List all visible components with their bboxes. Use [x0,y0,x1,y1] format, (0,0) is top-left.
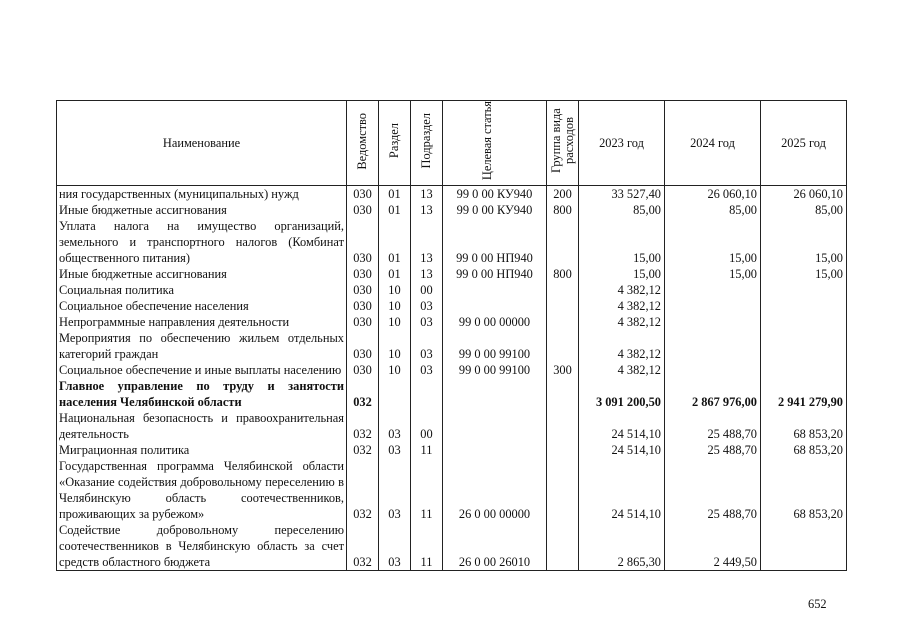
row-2024: 25 488,70 [665,410,761,442]
header-podrazdel-cell [411,101,443,186]
table-row [57,442,847,458]
row-razdel: 10 [379,330,411,362]
row-2025 [761,522,847,571]
row-podrazdel: 03 [411,362,443,378]
table-row [57,202,847,218]
row-gruppa [547,522,579,571]
row-razdel: 03 [379,410,411,442]
row-2023: 4 382,12 [579,314,665,330]
row-2025 [761,282,847,298]
row-2025 [761,330,847,362]
row-2024: 85,00 [665,202,761,218]
row-ved: 030 [347,202,379,218]
row-podrazdel: 00 [411,410,443,442]
row-ved: 030 [347,298,379,314]
row-2024: 26 060,10 [665,186,761,203]
row-gruppa [547,218,579,266]
row-gruppa [547,282,579,298]
header-tselevaya-cell [443,101,547,186]
row-razdel: 01 [379,186,411,203]
row-gruppa [547,410,579,442]
table-row [57,298,847,314]
row-ved: 032 [347,442,379,458]
table-row [57,362,847,378]
row-gruppa: 200 [547,186,579,203]
row-ved: 032 [347,522,379,571]
row-2024: 15,00 [665,266,761,282]
row-tselevaya [443,442,547,458]
row-ved: 030 [347,266,379,282]
row-tselevaya: 99 0 00 00000 [443,314,547,330]
table-row [57,522,847,571]
row-gruppa [547,330,579,362]
row-podrazdel: 13 [411,186,443,203]
row-ved: 032 [347,378,379,410]
row-2025: 15,00 [761,218,847,266]
row-ved: 030 [347,362,379,378]
header-name: Наименование [57,101,347,186]
row-ved: 032 [347,410,379,442]
header-ved: Ведомство [355,112,369,170]
row-2023: 24 514,10 [579,458,665,522]
row-gruppa: 800 [547,266,579,282]
row-gruppa [547,314,579,330]
row-tselevaya: 99 0 00 КУ940 [443,186,547,203]
row-name: Иные бюджетные ассигнования [57,202,347,218]
row-ved: 030 [347,314,379,330]
row-tselevaya: 99 0 00 НП940 [443,266,547,282]
page-number: 652 [808,597,827,611]
row-name: Социальное обеспечение и иные выплаты населению [57,362,347,378]
row-name: Главное управление по труду и занятости населения Челябинской области [57,378,347,410]
row-razdel: 10 [379,362,411,378]
row-razdel: 03 [379,522,411,571]
row-2025 [761,362,847,378]
row-name: Социальное обеспечение населения [57,298,347,314]
row-ved: 030 [347,282,379,298]
header-gruppa-cell [547,101,579,186]
row-tselevaya [443,282,547,298]
row-2023: 15,00 [579,218,665,266]
header-razdel: Раздел [387,123,401,159]
row-name: Социальная политика [57,282,347,298]
row-tselevaya: 99 0 00 99100 [443,330,547,362]
row-name: Содействие добровольному переселению соотечественников в Челябинскую область за счет средств областного бюджета [57,522,347,571]
row-name: ния государственных (муниципальных) нужд [57,186,347,203]
row-2024 [665,362,761,378]
row-razdel [379,378,411,410]
row-2025: 68 853,20 [761,442,847,458]
row-razdel: 01 [379,202,411,218]
row-razdel: 10 [379,314,411,330]
row-2023: 4 382,12 [579,282,665,298]
row-2025: 26 060,10 [761,186,847,203]
row-name: Национальная безопасность и правоохранительная деятельность [57,410,347,442]
row-tselevaya [443,410,547,442]
row-tselevaya: 99 0 00 КУ940 [443,202,547,218]
table-row [57,314,847,330]
row-razdel: 01 [379,218,411,266]
row-tselevaya: 26 0 00 26010 [443,522,547,571]
row-podrazdel: 00 [411,282,443,298]
table-row-bold [57,378,847,410]
row-2024 [665,314,761,330]
row-2023: 3 091 200,50 [579,378,665,410]
row-2024: 25 488,70 [665,442,761,458]
row-razdel: 01 [379,266,411,282]
row-podrazdel [411,378,443,410]
row-2024: 15,00 [665,218,761,266]
table-row [57,218,847,266]
row-2024: 25 488,70 [665,458,761,522]
header-row [57,101,847,186]
row-2023: 15,00 [579,266,665,282]
row-gruppa [547,298,579,314]
table-row [57,458,847,522]
row-2024: 2 449,50 [665,522,761,571]
row-razdel: 10 [379,298,411,314]
row-podrazdel: 11 [411,458,443,522]
row-name: Иные бюджетные ассигнования [57,266,347,282]
row-2023: 24 514,10 [579,442,665,458]
row-podrazdel: 03 [411,330,443,362]
header-2023: 2023 год [579,101,665,186]
row-podrazdel: 13 [411,202,443,218]
row-2023: 85,00 [579,202,665,218]
row-gruppa [547,458,579,522]
row-ved: 030 [347,186,379,203]
row-2025: 68 853,20 [761,410,847,442]
row-2025: 15,00 [761,266,847,282]
table-body [57,186,847,571]
row-podrazdel: 11 [411,522,443,571]
row-podrazdel: 03 [411,298,443,314]
row-tselevaya [443,298,547,314]
table-row [57,186,847,203]
row-2023: 4 382,12 [579,298,665,314]
row-name: Миграционная политика [57,442,347,458]
row-2025: 85,00 [761,202,847,218]
row-tselevaya: 26 0 00 00000 [443,458,547,522]
row-2023: 2 865,30 [579,522,665,571]
row-2025: 2 941 279,90 [761,378,847,410]
row-tselevaya: 99 0 00 НП940 [443,218,547,266]
row-ved: 030 [347,218,379,266]
table-row [57,410,847,442]
row-2023: 4 382,12 [579,330,665,362]
row-podrazdel: 03 [411,314,443,330]
row-name: Мероприятия по обеспечению жильем отдельных категорий граждан [57,330,347,362]
row-2023: 4 382,12 [579,362,665,378]
row-razdel: 03 [379,442,411,458]
row-2023: 33 527,40 [579,186,665,203]
header-2025: 2025 год [761,101,847,186]
row-podrazdel: 13 [411,218,443,266]
row-2024 [665,298,761,314]
row-razdel: 10 [379,282,411,298]
header-tselevaya: Целевая статья [479,101,494,181]
row-tselevaya [443,378,547,410]
row-name: Непрограммные направления деятельности [57,314,347,330]
row-ved: 030 [347,330,379,362]
row-gruppa: 300 [547,362,579,378]
row-name: Уплата налога на имущество организаций, земельного и транспортного налогов (Комбинат общественного питания) [57,218,347,266]
row-2024 [665,330,761,362]
header-2024: 2024 год [665,101,761,186]
row-podrazdel: 11 [411,442,443,458]
row-2023: 24 514,10 [579,410,665,442]
row-podrazdel: 13 [411,266,443,282]
row-2025: 68 853,20 [761,458,847,522]
row-tselevaya: 99 0 00 99100 [443,362,547,378]
header-ved-cell [347,101,379,186]
row-gruppa [547,378,579,410]
row-2024: 2 867 976,00 [665,378,761,410]
row-gruppa: 800 [547,202,579,218]
budget-table [56,100,847,571]
row-name: Государственная программа Челябинской области «Оказание содействия добровольному переселению в Челябинскую область соотечественников, проживающих за рубежом» [57,458,347,522]
header-razdel-cell [379,101,411,186]
row-2025 [761,298,847,314]
row-2025 [761,314,847,330]
table-row [57,330,847,362]
row-2024 [665,282,761,298]
row-razdel: 03 [379,458,411,522]
row-ved: 032 [347,458,379,522]
table-row [57,282,847,298]
table-row [57,266,847,282]
row-gruppa [547,442,579,458]
header-podrazdel: Подраздел [419,113,433,169]
header-gruppa: Группа вида расходов [548,108,576,174]
